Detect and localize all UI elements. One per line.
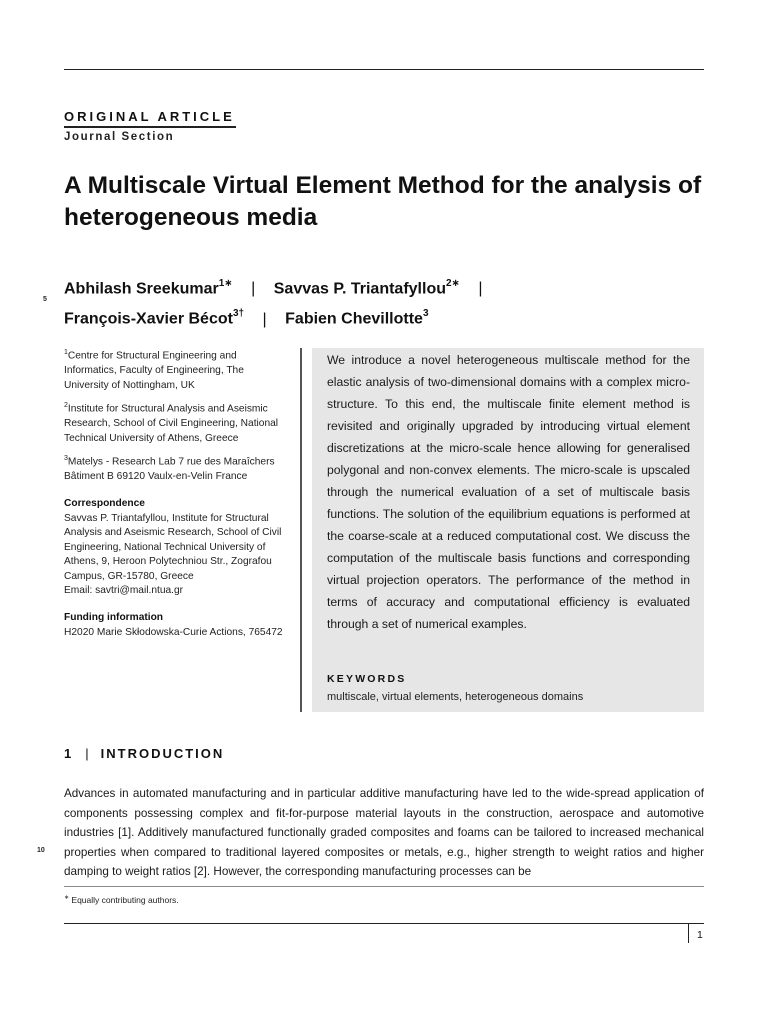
author-separator: | xyxy=(478,280,483,298)
affiliation-text: Centre for Structural Engineering and Informatics, Faculty of Engineering, The University of Nottingham, UK xyxy=(64,350,244,391)
page-number-tick xyxy=(688,923,689,943)
keywords-heading: KEYWORDS xyxy=(327,673,407,685)
author-affil-sup: 2 xyxy=(445,278,452,289)
author-name: Fabien Chevillotte xyxy=(285,310,423,328)
correspondence-email[interactable]: Email: savtri@mail.ntua.gr xyxy=(64,585,184,597)
author-separator: | xyxy=(262,310,267,328)
affiliation-sup: 1 xyxy=(64,349,68,356)
author-affil-sup: 3 xyxy=(232,308,239,320)
funding-text: H2020 Marie Skłodowska-Curie Actions, 765472 xyxy=(64,626,283,638)
funding-heading: Funding information xyxy=(64,612,164,624)
affiliation-sup: 2 xyxy=(64,402,68,410)
body-paragraph: Advances in automated manufacturing and in particular additive manufacturing have led to the wide-spread application of components possessing complex and fit-for-purpose material layouts in the construction, aerospace and automotive industries [1]. Additively manufactured functionally graded composites and foams can be tailored to increased mechanical properties when compared to traditional layered composites or metals, e.g., higher strength to weight ratios and higher damping to weight ratios [2]. However, the corresponding manufacturing processes can be xyxy=(64,787,704,879)
line-number: 10 xyxy=(37,847,45,854)
footnote-mark: ∗ xyxy=(64,895,70,901)
correspondence-text: Savvas P. Triantafyllou, Institute for Structural Analysis and Aseismic Research, School of Civil Engineering, National Technical University of Athens, 9, Heroon Polytechniou Str., Zografou Campus, GR-15780, Greece xyxy=(64,512,282,582)
author-mark: † xyxy=(238,308,245,320)
paper-title: A Multiscale Virtual Element Method for the analysis of heterogeneous media xyxy=(64,172,702,231)
section-number: 1 xyxy=(64,746,74,761)
author-mark: ∗ xyxy=(224,278,233,289)
affiliation xyxy=(64,452,286,485)
journal-section: Journal Section xyxy=(64,131,175,143)
abstract-divider xyxy=(300,348,302,712)
section-heading xyxy=(64,746,224,761)
affiliation xyxy=(64,399,286,446)
affiliations-column xyxy=(64,346,286,640)
author-affil-sup: 3 xyxy=(422,308,429,320)
abstract-text: We introduce a novel heterogeneous multiscale method for the elastic analysis of two-dimensional domains with a complex micro-structure. To this end, the multiscale finite element method is revisited and originally upgraded by introducing virtual element discretizations at the micro-scale hence allowing for generalised polygonal and non-convex elements. The micro-scale is upscaled through the numerical evaluation of a set of multiscale basis functions. The solution of the equilibrium equations is performed at the coarse-scale at a reduced computational cost. We discuss the computation of the multiscale basis functions and corresponding virtual projection operators. The performance of the method in terms of accuracy and computational efficiency is evaluated through a set of numerical examples. xyxy=(327,353,690,631)
affiliation-text: Institute for Structural Analysis and Aseismic Research, School of Civil Engineering, National Technical University of Athens, Greece xyxy=(64,403,279,444)
page-number: 1 xyxy=(697,929,703,941)
footnote-text: Equally contributing authors. xyxy=(71,894,179,905)
affiliation-text: Matelys - Research Lab 7 rue des Maraîchers Bâtiment B 69120 Vaulx-en-Velin France xyxy=(64,456,275,483)
article-type-underline xyxy=(64,126,236,128)
section-separator: | xyxy=(85,746,89,761)
correspondence-heading: Correspondence xyxy=(64,497,145,509)
footnote xyxy=(64,894,179,905)
line-number: 5 xyxy=(43,296,47,303)
keywords-text: multiscale, virtual elements, heterogeneous domains xyxy=(327,691,584,703)
article-type: ORIGINAL ARTICLE xyxy=(64,109,235,124)
author-name: Savvas P. Triantafyllou xyxy=(273,280,446,298)
author-name: François-Xavier Bécot xyxy=(64,310,233,328)
section-title: INTRODUCTION xyxy=(100,746,225,761)
affiliation xyxy=(64,346,286,393)
author-name: Abhilash Sreekumar xyxy=(64,280,219,298)
bottom-rule xyxy=(64,923,704,924)
author-separator: | xyxy=(251,280,256,298)
affiliation-sup: 3 xyxy=(64,455,68,463)
footnote-rule xyxy=(64,886,704,887)
top-rule xyxy=(64,69,704,70)
author-mark: ∗ xyxy=(451,278,460,289)
author-list xyxy=(64,272,704,333)
author-affil-sup: 1 xyxy=(218,278,225,289)
